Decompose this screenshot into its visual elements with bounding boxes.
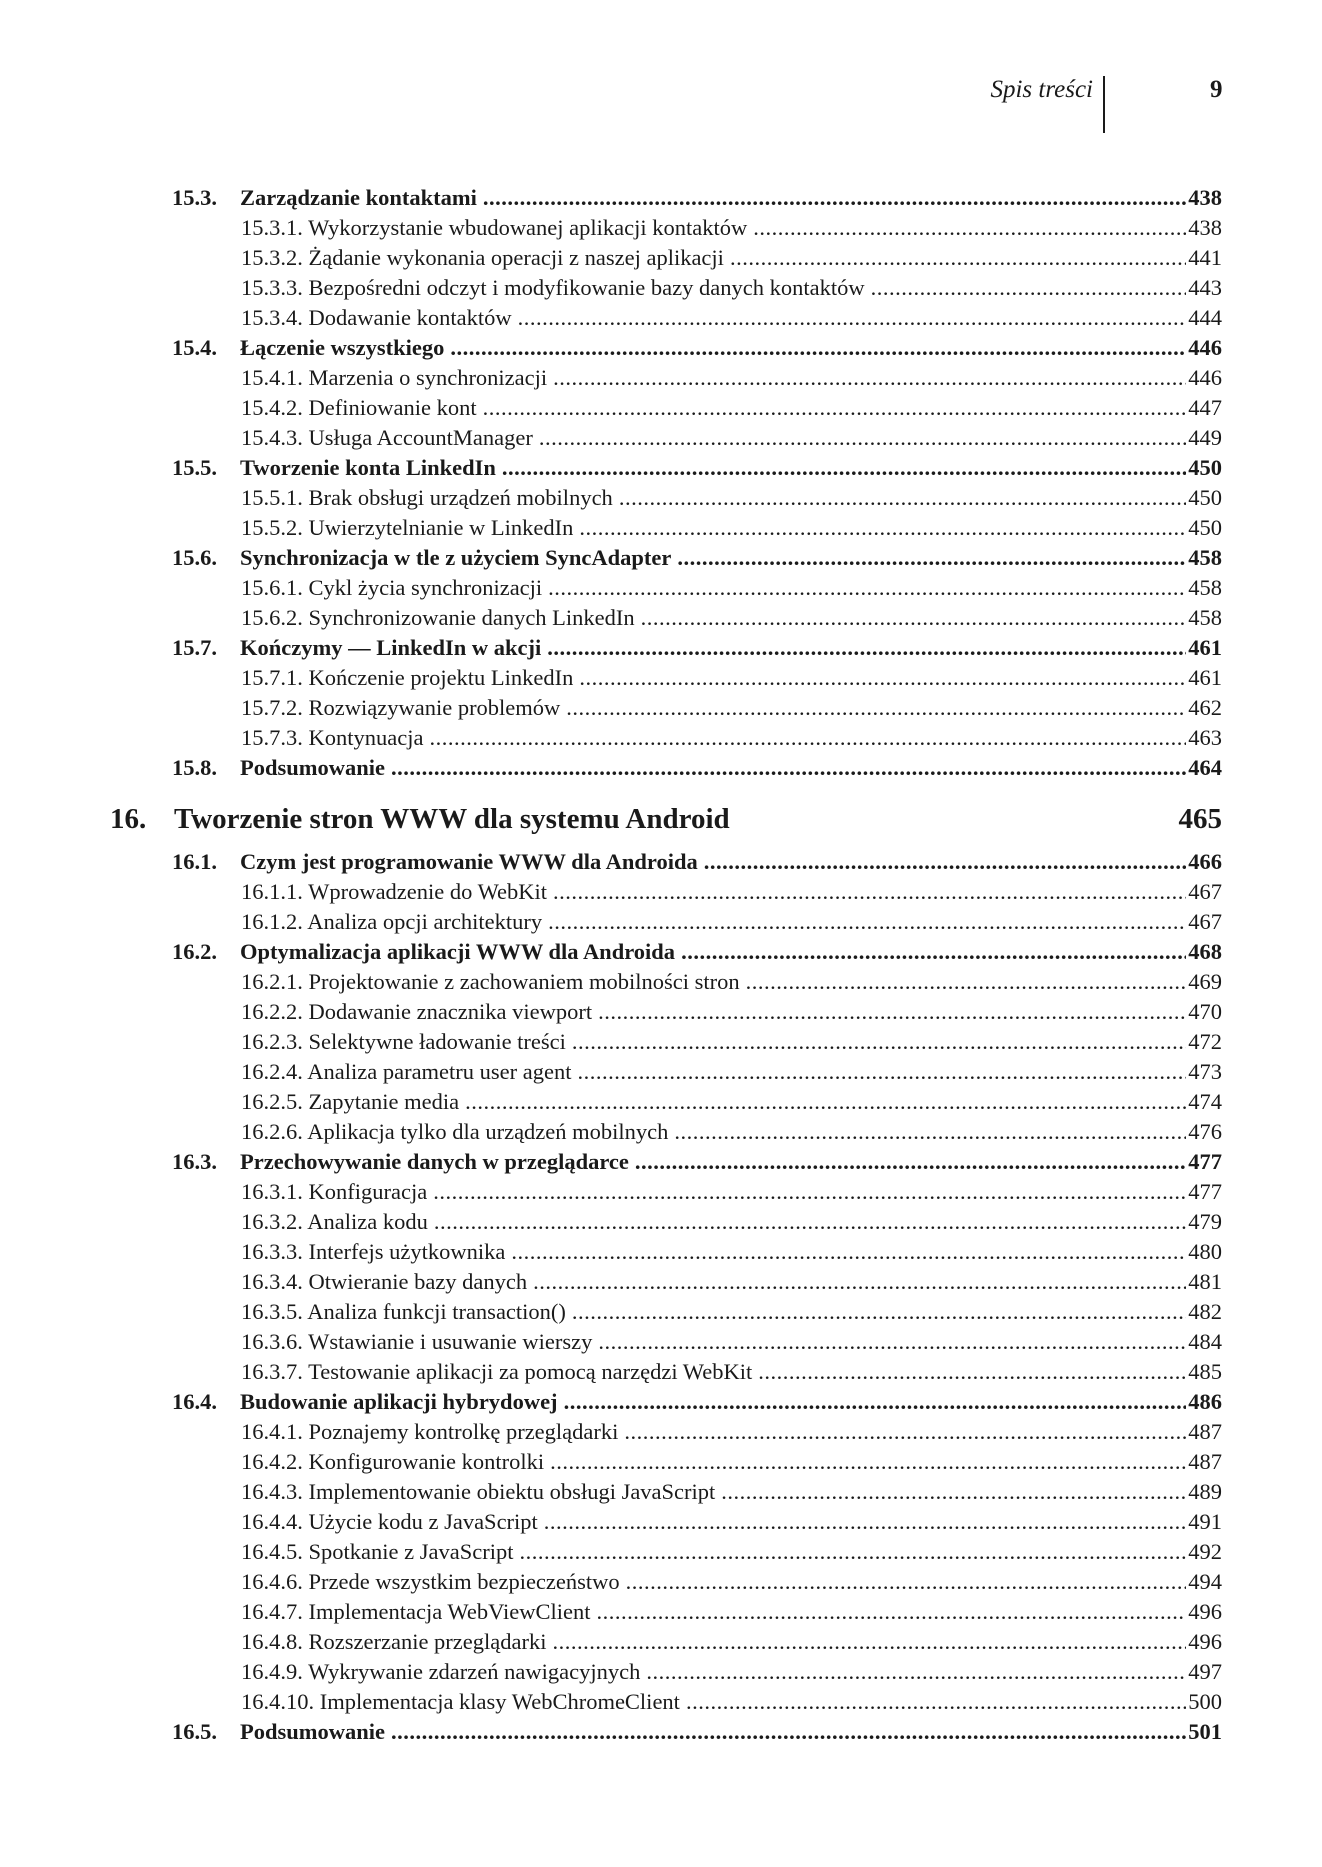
toc-entry-line [241,1267,1222,1297]
toc-entry-title: 16.4.6. Przede wszystkim bezpieczeństwo [241,1569,620,1594]
toc-subsection [0,1507,1322,1537]
toc-subsection [0,603,1322,633]
dot-leader [646,1657,1186,1687]
toc-entry-title: 15.4.1. Marzenia o synchronizacji [241,365,548,390]
dot-leader [758,1357,1186,1387]
dot-leader [429,723,1186,753]
toc-entry-line [240,453,1222,483]
toc-entry-title: 15.7.2. Rozwiązywanie problemów [241,695,561,720]
dot-leader [511,1237,1186,1267]
toc-section [0,543,1322,573]
toc-entry-page: 438 [1188,185,1222,210]
toc-entry-page: 480 [1188,1239,1222,1264]
dot-leader [624,1417,1186,1447]
toc-entry-page: 470 [1188,999,1222,1024]
toc-section [0,183,1322,213]
dot-leader [686,1687,1186,1717]
dot-leader [564,1387,1187,1417]
toc-entry-title: 16.3.6. Wstawianie i usuwanie wierszy [241,1329,593,1354]
toc-subsection [0,1237,1322,1267]
dot-leader [465,1087,1186,1117]
toc-entry-page: 481 [1188,1269,1222,1294]
toc-entry-number: 16. [110,803,147,835]
toc-entry-line [241,1027,1222,1057]
toc-entry-page: 468 [1188,939,1222,964]
dot-leader [483,183,1186,213]
toc-entry-number: 15.4. [172,335,217,360]
dot-leader [483,393,1187,423]
toc-entry-number: 15.7. [172,635,217,660]
toc-entry-line [241,1297,1222,1327]
toc-entry-title: Budowanie aplikacji hybrydowej [240,1389,558,1414]
toc-entry-page: 461 [1188,635,1222,660]
dot-leader [598,1327,1186,1357]
toc-entry-number: 16.3. [172,1149,217,1174]
toc-subsection [0,1027,1322,1057]
toc-subsection [0,1537,1322,1567]
toc-subsection [0,273,1322,303]
toc-section [0,937,1322,967]
dot-leader [746,967,1187,997]
toc-section [0,333,1322,363]
toc-entry-page: 496 [1188,1629,1222,1654]
toc-entry-title: 16.3.3. Interfejs użytkownika [241,1239,506,1264]
toc-section [0,453,1322,483]
toc-entry-title: Synchronizacja w tle z użyciem SyncAdapter [240,545,672,570]
toc-section [0,753,1322,783]
toc-entry-page: 464 [1188,755,1222,780]
toc-entry-line [241,1357,1222,1387]
dot-leader [578,1057,1187,1087]
toc-entry-line [241,1327,1222,1357]
dot-leader [502,453,1186,483]
header-divider [1103,76,1105,133]
toc-entry-page: 489 [1188,1479,1222,1504]
toc-entry-title: 16.4.7. Implementacja WebViewClient [241,1599,591,1624]
toc-entry-page: 450 [1188,485,1222,510]
dot-leader [674,1117,1186,1147]
toc-subsection [0,483,1322,513]
toc-entry-line [240,1387,1222,1417]
toc-subsection [0,1357,1322,1387]
dot-leader [619,483,1186,513]
toc-entry-line [241,213,1222,243]
toc-entry-page: 441 [1188,245,1222,270]
toc-subsection [0,663,1322,693]
toc-entry-page: 482 [1188,1299,1222,1324]
toc-entry-line [241,573,1222,603]
toc-entry-line [241,393,1222,423]
toc-entry-line [241,1477,1222,1507]
toc-subsection [0,967,1322,997]
dot-leader [518,303,1187,333]
toc-entry-title: 16.4.3. Implementowanie obiektu obsługi JavaScript [241,1479,716,1504]
toc-entry-line [240,183,1222,213]
toc-subsection [0,213,1322,243]
dot-leader [681,937,1186,967]
toc-entry-line [241,1237,1222,1267]
dot-leader [596,1597,1186,1627]
toc-entry-page: 492 [1188,1539,1222,1564]
toc-entry-title: Zarządzanie kontaktami [240,185,477,210]
toc-entry-line [241,907,1222,937]
dot-leader [450,333,1186,363]
toc-subsection [0,907,1322,937]
toc-entry-number: 16.1. [172,849,217,874]
toc-entry-line [241,603,1222,633]
toc-subsection [0,573,1322,603]
toc-entry-page: 497 [1188,1659,1222,1684]
dot-leader [626,1567,1187,1597]
dot-leader [677,543,1186,573]
toc-entry-title: Przechowywanie danych w przeglądarce [240,1149,629,1174]
toc-entry-title: Czym jest programowanie WWW dla Androida [240,849,698,874]
toc-entry-title: 16.4.8. Rozszerzanie przeglądarki [241,1629,547,1654]
toc-entry-page: 476 [1188,1119,1222,1144]
toc-entry-number: 15.8. [172,755,217,780]
toc-entry-page: 446 [1188,365,1222,390]
toc-entry-page: 467 [1188,909,1222,934]
toc-subsection [0,1627,1322,1657]
toc-subsection [0,363,1322,393]
toc-section [0,847,1322,877]
toc-entry-line [174,793,1222,845]
dot-leader [579,663,1186,693]
dot-leader [635,1147,1186,1177]
toc-entry-title: 16.4.2. Konfigurowanie kontrolki [241,1449,545,1474]
toc-entry-title: 15.4.3. Usługa AccountManager [241,425,533,450]
toc-entry-page: 462 [1188,695,1222,720]
dot-leader [572,1027,1186,1057]
toc-entry-page: 486 [1188,1389,1222,1414]
toc-subsection [0,1207,1322,1237]
toc-entry-line [240,1147,1222,1177]
toc-entry-page: 473 [1188,1059,1222,1084]
toc-subsection [0,1057,1322,1087]
dot-leader [579,513,1186,543]
toc-entry-number: 16.5. [172,1719,217,1744]
toc-entry-page: 463 [1188,725,1222,750]
toc-entry-title: 16.3.5. Analiza funkcji transaction() [241,1299,566,1324]
toc-entry-page: 484 [1188,1329,1222,1354]
dot-leader [391,1717,1186,1747]
toc-entry-line [241,1507,1222,1537]
toc-subsection [0,1597,1322,1627]
toc-entry-number: 16.4. [172,1389,217,1414]
toc-entry-line [241,1537,1222,1567]
toc-entry-line [241,723,1222,753]
toc-entry-title: 15.6.2. Synchronizowanie danych LinkedIn [241,605,635,630]
toc-subsection [0,1417,1322,1447]
toc-entry-page: 466 [1188,849,1222,874]
dot-leader [553,1627,1187,1657]
dot-leader [548,573,1186,603]
toc-entry-title: 15.3.4. Dodawanie kontaktów [241,305,512,330]
toc-section [0,1717,1322,1747]
dot-leader [871,273,1187,303]
dot-leader [519,1537,1186,1567]
toc-entry-line [241,303,1222,333]
toc-subsection [0,1567,1322,1597]
toc-entry-page: 487 [1188,1419,1222,1444]
toc-section [0,1387,1322,1417]
toc-entry-number: 15.6. [172,545,217,570]
toc-entry-title: 16.4.9. Wykrywanie zdarzeń nawigacyjnych [241,1659,641,1684]
dot-leader [566,693,1186,723]
toc-subsection [0,423,1322,453]
toc-section [0,633,1322,663]
running-header [0,76,1322,136]
toc-entry-line [241,1657,1222,1687]
toc-entry-title: 16.4.10. Implementacja klasy WebChromeClient [241,1689,680,1714]
dot-leader [550,1447,1186,1477]
dot-leader [753,213,1186,243]
dot-leader [553,363,1186,393]
toc-entry-title: 15.5.2. Uwierzytelnianie w LinkedIn [241,515,574,540]
toc-entry-title: 15.3.1. Wykorzystanie wbudowanej aplikacji kontaktów [241,215,748,240]
toc-entry-line [241,483,1222,513]
toc-entry-line [241,243,1222,273]
toc-entry-page: 491 [1188,1509,1222,1534]
toc-entry-page: 477 [1188,1179,1222,1204]
toc-entry-line [241,997,1222,1027]
toc-entry-title: 16.3.7. Testowanie aplikacji za pomocą narzędzi WebKit [241,1359,753,1384]
dot-leader [434,1207,1186,1237]
dot-leader [572,1297,1186,1327]
toc-entry-title: Podsumowanie [240,1719,386,1744]
toc-entry-line [241,1207,1222,1237]
toc-entry-title: Podsumowanie [240,755,386,780]
toc-entry-title: 16.4.1. Poznajemy kontrolkę przeglądarki [241,1419,619,1444]
toc-entry-line [241,1687,1222,1717]
toc-entry-line [240,543,1222,573]
toc-entry-line [241,877,1222,907]
toc-entry-title: Tworzenie stron WWW dla systemu Android [174,803,730,835]
toc-subsection [0,877,1322,907]
toc-subsection [0,1177,1322,1207]
dot-leader [598,997,1186,1027]
toc-entry-title: 16.2.5. Zapytanie media [241,1089,460,1114]
toc-entry-title: 16.2.3. Selektywne ładowanie treści [241,1029,566,1054]
dot-leader [704,847,1187,877]
toc-entry-page: 474 [1188,1089,1222,1114]
toc-entry-title: Optymalizacja aplikacji WWW dla Androida [240,939,676,964]
toc-entry-title: 16.3.4. Otwieranie bazy danych [241,1269,528,1294]
toc-entry-title: 15.7.3. Kontynuacja [241,725,424,750]
toc-entry-title: 16.2.2. Dodawanie znacznika viewport [241,999,593,1024]
toc-entry-page: 449 [1188,425,1222,450]
toc-entry-page: 494 [1188,1569,1222,1594]
toc-entry-title: 16.2.4. Analiza parametru user agent [241,1059,572,1084]
toc-entry-line [240,753,1222,783]
toc-entry-page: 467 [1188,879,1222,904]
toc-entry-title: 16.1.1. Wprowadzenie do WebKit [241,879,548,904]
toc-entry-number: 16.2. [172,939,217,964]
toc-subsection [0,723,1322,753]
toc-entry-page: 458 [1188,605,1222,630]
dot-leader [544,1507,1186,1537]
toc-entry-title: 15.5.1. Brak obsługi urządzeń mobilnych [241,485,613,510]
toc-subsection [0,1327,1322,1357]
toc-entry-page: 446 [1188,335,1222,360]
dot-leader [736,793,1177,845]
page-number: 9 [1210,76,1223,103]
toc-entry-line [241,1417,1222,1447]
toc-entry-line [241,1567,1222,1597]
toc-entry-line [241,1627,1222,1657]
toc-subsection [0,1687,1322,1717]
toc-entry-line [240,847,1222,877]
toc-entry-title: 16.3.1. Konfiguracja [241,1179,428,1204]
toc-entry-page: 450 [1188,455,1222,480]
toc-entry-title: 16.4.4. Użycie kodu z JavaScript [241,1509,538,1534]
toc-entry-line [241,1087,1222,1117]
toc-entry-line [241,1117,1222,1147]
toc-subsection [0,1087,1322,1117]
toc-subsection [0,1657,1322,1687]
toc-entry-line [241,693,1222,723]
toc-entry-page: 465 [1178,803,1222,835]
toc-entry-title: 16.4.5. Spotkanie z JavaScript [241,1539,514,1564]
toc-entry-page: 450 [1188,515,1222,540]
toc-subsection [0,1297,1322,1327]
toc-subsection [0,393,1322,423]
dot-leader [391,753,1186,783]
toc-subsection [0,1117,1322,1147]
toc-entry-line [240,333,1222,363]
toc-entry-line [241,423,1222,453]
dot-leader [433,1177,1186,1207]
toc-entry-page: 469 [1188,969,1222,994]
toc-subsection [0,693,1322,723]
toc-entry-page: 496 [1188,1599,1222,1624]
toc-subsection [0,1447,1322,1477]
toc-entry-page: 447 [1188,395,1222,420]
toc-entry-page: 443 [1188,275,1222,300]
toc-entry-line [241,663,1222,693]
toc-subsection [0,243,1322,273]
dot-leader [721,1477,1186,1507]
toc-subsection [0,513,1322,543]
toc-entry-page: 487 [1188,1449,1222,1474]
running-header-title: Spis treści [990,76,1093,103]
toc-chapter [0,793,1322,845]
dot-leader [730,243,1186,273]
toc-entry-page: 500 [1188,1689,1222,1714]
table-of-contents [0,183,1322,1747]
toc-entry-page: 479 [1188,1209,1222,1234]
toc-entry-title: 16.2.6. Aplikacja tylko dla urządzeń mobilnych [241,1119,669,1144]
toc-entry-title: Kończymy — LinkedIn w akcji [240,635,542,660]
toc-entry-page: 485 [1188,1359,1222,1384]
dot-leader [553,877,1186,907]
toc-entry-title: 15.6.1. Cykl życia synchronizacji [241,575,543,600]
toc-entry-title: 15.4.2. Definiowanie kont [241,395,477,420]
dot-leader [548,907,1186,937]
toc-entry-title: 16.1.2. Analiza opcji architektury [241,909,543,934]
toc-entry-line [241,1177,1222,1207]
toc-entry-line [241,967,1222,997]
toc-entry-line [241,363,1222,393]
toc-entry-title: Łączenie wszystkiego [240,335,445,360]
toc-entry-title: 16.2.1. Projektowanie z zachowaniem mobilności stron [241,969,740,994]
toc-entry-title: 15.3.2. Żądanie wykonania operacji z naszej aplikacji [241,245,724,270]
toc-entry-page: 438 [1188,215,1222,240]
dot-leader [641,603,1187,633]
toc-entry-page: 472 [1188,1029,1222,1054]
toc-entry-title: Tworzenie konta LinkedIn [240,455,496,480]
toc-subsection [0,1267,1322,1297]
toc-entry-line [240,633,1222,663]
toc-entry-page: 458 [1188,545,1222,570]
toc-entry-line [240,937,1222,967]
toc-entry-title: 16.3.2. Analiza kodu [241,1209,428,1234]
dot-leader [547,633,1186,663]
toc-entry-page: 461 [1188,665,1222,690]
toc-subsection [0,1477,1322,1507]
toc-entry-number: 15.5. [172,455,217,480]
toc-entry-page: 458 [1188,575,1222,600]
toc-entry-page: 444 [1188,305,1222,330]
toc-entry-page: 477 [1188,1149,1222,1174]
toc-entry-number: 15.3. [172,185,217,210]
toc-entry-line [241,1447,1222,1477]
toc-subsection [0,303,1322,333]
toc-entry-line [241,513,1222,543]
toc-subsection [0,997,1322,1027]
dot-leader [533,1267,1186,1297]
toc-entry-title: 15.7.1. Kończenie projektu LinkedIn [241,665,574,690]
dot-leader [539,423,1186,453]
toc-entry-line [241,1057,1222,1087]
toc-entry-line [241,1597,1222,1627]
toc-entry-title: 15.3.3. Bezpośredni odczyt i modyfikowanie bazy danych kontaktów [241,275,865,300]
toc-entry-line [240,1717,1222,1747]
toc-entry-line [241,273,1222,303]
toc-entry-page: 501 [1188,1719,1222,1744]
toc-section [0,1147,1322,1177]
